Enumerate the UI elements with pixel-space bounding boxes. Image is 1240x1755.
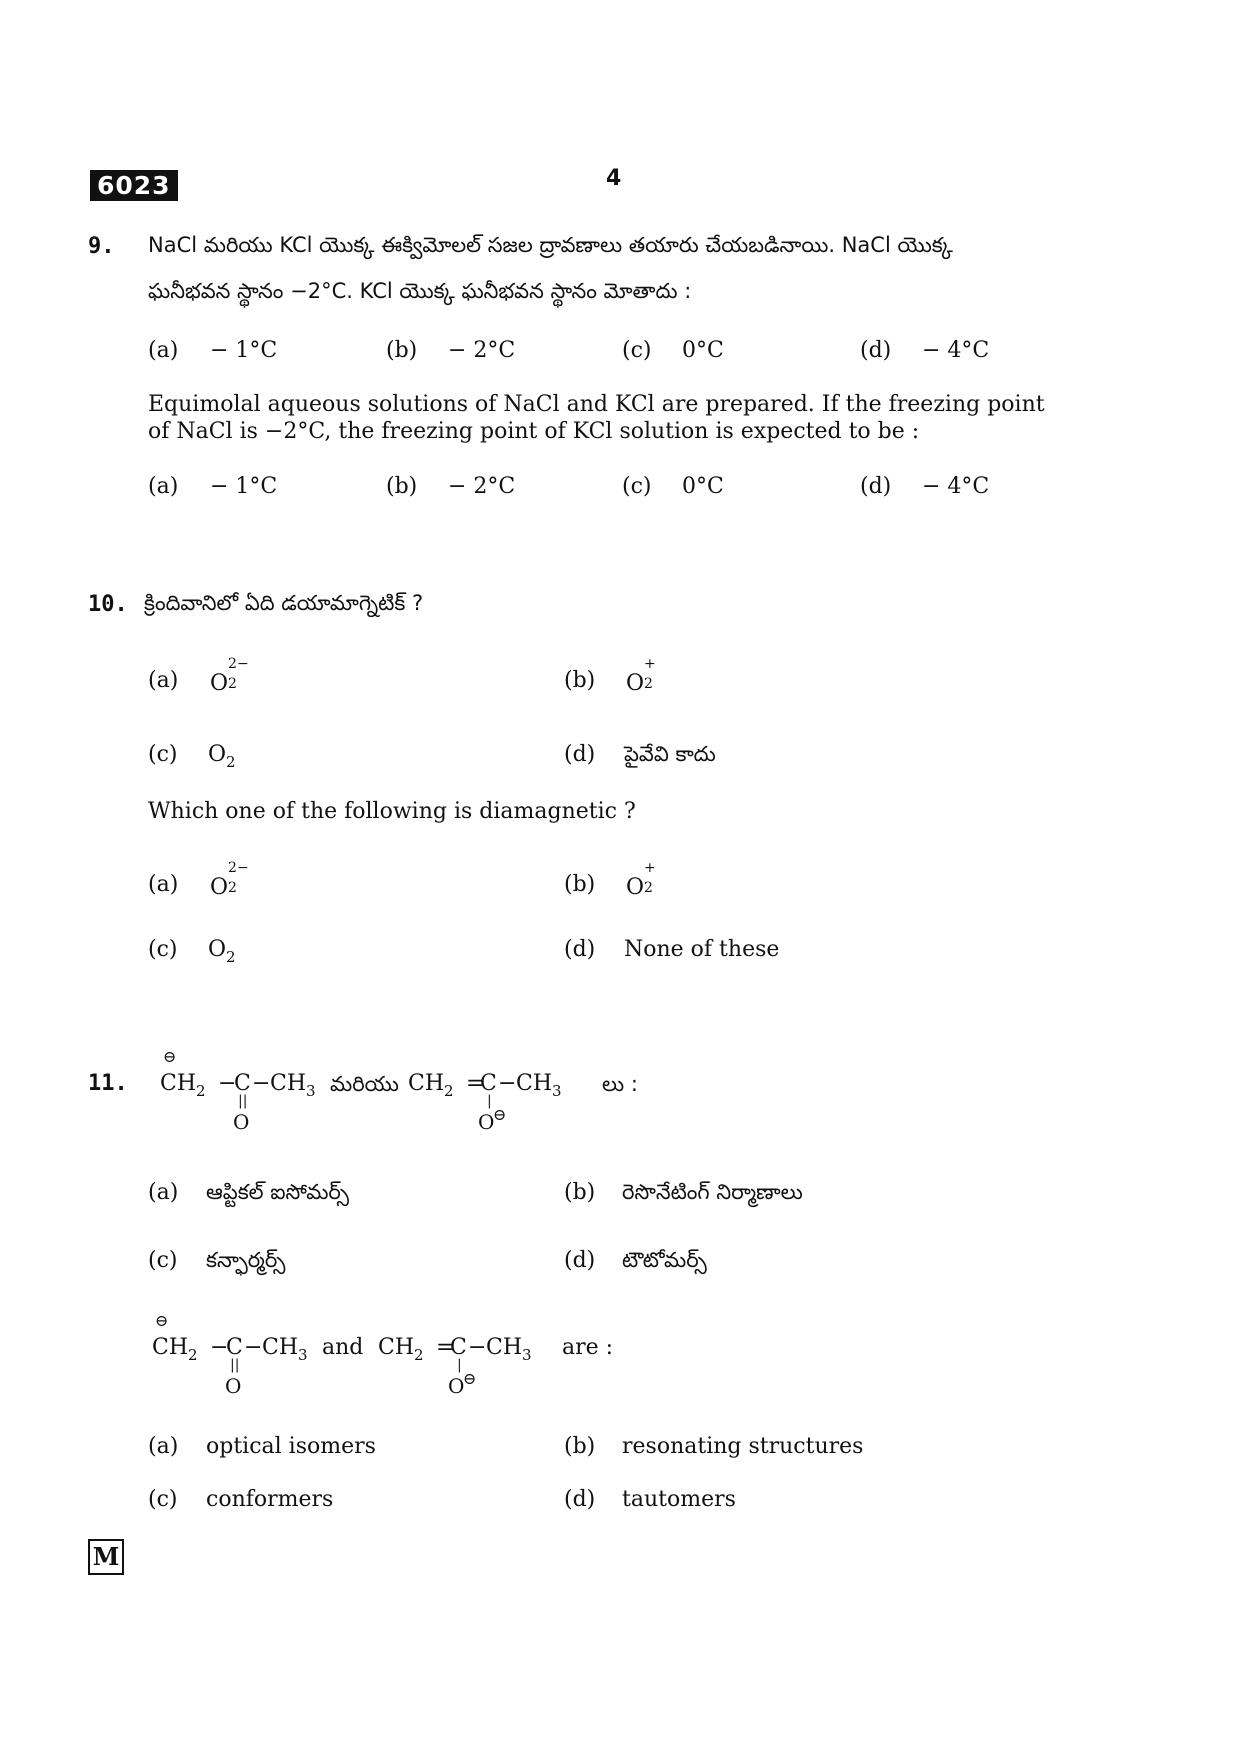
option-text: tautomers bbox=[622, 1487, 736, 1512]
q9-telugu-line-2: ఘనీభవన స్థానం −2°C. KCl యొక్క ఘనీభవన స్థానం మోతాదు : bbox=[148, 279, 692, 303]
option-label: (d) bbox=[564, 937, 596, 962]
carbanion-charge: ⊖ bbox=[163, 1047, 177, 1066]
option-text: − 1°C bbox=[210, 338, 278, 363]
option-text: రెసొనేటింగ్ నిర్మాణాలు bbox=[622, 1180, 803, 1204]
option-label: (b) bbox=[564, 668, 596, 693]
ch2-group: $CH_2$ bbox=[408, 1071, 454, 1100]
formula-o2-plus: O + 2 bbox=[626, 656, 656, 696]
oxide-charge: ⊖ bbox=[493, 1105, 507, 1124]
option-label: (c) bbox=[622, 474, 652, 499]
option-label: (c) bbox=[148, 1487, 178, 1512]
option-label: (a) bbox=[148, 338, 179, 363]
ch3-group: $CH_3$ bbox=[486, 1335, 532, 1364]
formula-o2: $O_2$ bbox=[208, 937, 236, 966]
ch3-group: $CH_3$ bbox=[270, 1071, 316, 1100]
option-label: (b) bbox=[564, 1434, 596, 1459]
option-label: (c) bbox=[148, 1248, 178, 1273]
q9-telugu-line-1: NaCl మరియు KCl యొక్క ఈక్విమోలల్ సజల ద్రావణాలు తయారు చేయబడినాయి. NaCl యొక్క bbox=[148, 233, 953, 257]
ch2-group: $CH_2$ bbox=[152, 1335, 198, 1364]
option-text: optical isomers bbox=[206, 1434, 376, 1459]
enolate-oxygen: O bbox=[448, 1374, 465, 1398]
q9-english-line-1: Equimolal aqueous solutions of NaCl and KCl are prepared. If the freezing point bbox=[148, 392, 1045, 417]
carbanion-charge: ⊖ bbox=[155, 1311, 169, 1330]
option-text: None of these bbox=[624, 937, 780, 962]
q11-english-structure: ⊖ $CH_2$ − C || O − $CH_3$ and $CH_2$ = C | O ⊖ − $CH_3$ are : bbox=[152, 1311, 614, 1398]
option-text: కన్ఫార్మర్స్ bbox=[206, 1248, 286, 1272]
option-label: (d) bbox=[564, 1248, 596, 1273]
option-label: (c) bbox=[622, 338, 652, 363]
paper-code: 6023 bbox=[90, 170, 178, 201]
option-text: 0°C bbox=[682, 338, 724, 363]
option-label: (b) bbox=[386, 474, 418, 499]
option-label: (c) bbox=[148, 742, 178, 767]
q11-telugu-structure: ⊖ $CH_2$ − C || O − $CH_3$ మరియు $CH_2$ = C | O ⊖ − $CH_3$ లు : bbox=[160, 1047, 638, 1134]
option-text: resonating structures bbox=[622, 1434, 864, 1459]
ch2-group: $CH_2$ bbox=[160, 1071, 206, 1100]
carbonyl-carbon: C bbox=[234, 1071, 251, 1096]
q10-telugu-question: క్రిందివానిలో ఏది డయామాగ్నెటిక్ ? bbox=[144, 591, 424, 615]
option-text: − 2°C bbox=[448, 474, 516, 499]
oxide-charge: ⊖ bbox=[463, 1369, 477, 1388]
formula-o2: $O_2$ bbox=[208, 742, 236, 771]
ch2-group: $CH_2$ bbox=[378, 1335, 424, 1364]
carbonyl-carbon: C bbox=[226, 1335, 243, 1360]
option-label: (d) bbox=[860, 474, 892, 499]
option-label: (d) bbox=[564, 1487, 596, 1512]
option-label: (a) bbox=[148, 1180, 179, 1205]
option-label: (b) bbox=[564, 872, 596, 897]
ch3-group: $CH_3$ bbox=[262, 1335, 308, 1364]
question-number-10: 10. bbox=[88, 592, 128, 617]
option-label: (a) bbox=[148, 872, 179, 897]
option-text: − 4°C bbox=[922, 474, 990, 499]
q9-english-line-2: of NaCl is −2°C, the freezing point of KCl solution is expected to be : bbox=[148, 419, 920, 444]
option-label: (a) bbox=[148, 1434, 179, 1459]
option-label: (b) bbox=[386, 338, 418, 363]
carbonyl-oxygen: O bbox=[233, 1110, 250, 1134]
option-text: పైవేవి కాదు bbox=[624, 742, 716, 766]
q10-english-question: Which one of the following is diamagnetic ? bbox=[148, 799, 636, 824]
option-text: 0°C bbox=[682, 474, 724, 499]
option-text: − 2°C bbox=[448, 338, 516, 363]
option-label: (d) bbox=[860, 338, 892, 363]
option-label: (d) bbox=[564, 742, 596, 767]
option-text: టౌటోమర్స్ bbox=[622, 1248, 707, 1272]
carbonyl-oxygen: O bbox=[225, 1374, 242, 1398]
option-label: (a) bbox=[148, 474, 179, 499]
medium-mark: M bbox=[88, 1539, 124, 1575]
enolate-carbon: C bbox=[450, 1335, 467, 1360]
question-number-11: 11. bbox=[88, 1071, 128, 1096]
enolate-oxygen: O bbox=[478, 1110, 495, 1134]
option-text: − 1°C bbox=[210, 474, 278, 499]
formula-o2-2minus: O 2− 2 bbox=[210, 860, 249, 900]
option-text: conformers bbox=[206, 1487, 334, 1512]
option-label: (a) bbox=[148, 668, 179, 693]
page-number: 4 bbox=[606, 166, 622, 191]
option-label: (b) bbox=[564, 1180, 596, 1205]
enolate-carbon: C bbox=[480, 1071, 497, 1096]
question-number-9: 9. bbox=[88, 234, 115, 259]
option-text: ఆప్టికల్ ఐసోమర్స్ bbox=[206, 1180, 349, 1204]
ch3-group: $CH_3$ bbox=[516, 1071, 562, 1100]
option-text: − 4°C bbox=[922, 338, 990, 363]
formula-o2-plus: O + 2 bbox=[626, 860, 656, 900]
option-label: (c) bbox=[148, 937, 178, 962]
formula-o2-2minus: O 2− 2 bbox=[210, 656, 249, 696]
